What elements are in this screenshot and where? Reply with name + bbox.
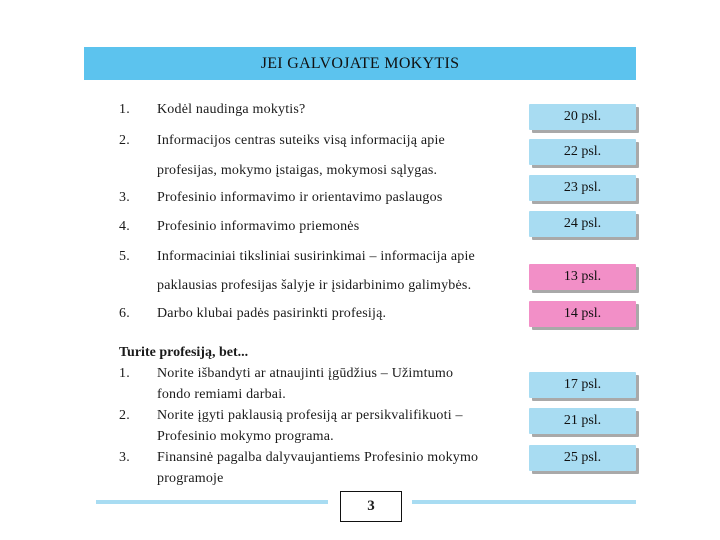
page-badge[interactable]: 24 psl. [529,211,636,237]
list-item-number: 1. [119,366,130,381]
list-item-number: 1. [119,102,130,117]
page-number-label: 3 [367,498,375,514]
list-item-text: Profesinio informavimo ir orientavimo paslaugos [157,190,443,205]
page-badge[interactable]: 23 psl. [529,175,636,201]
section-title: Turite profesiją, bet... [119,345,249,360]
page-badge[interactable]: 25 psl. [529,445,636,471]
page-badge[interactable]: 21 psl. [529,408,636,434]
list-item-text: Norite įgyti paklausią profesiją ar persikvalifikuoti – [157,408,463,423]
page-badge[interactable]: 22 psl. [529,139,636,165]
list-item-number: 3. [119,190,130,205]
list-item-text: Finansinė pagalba dalyvaujantiems Profesinio mokymo [157,450,479,465]
list-item-text: Norite išbandyti ar atnaujinti įgūdžius – Užimtumo [157,366,454,381]
page-badge[interactable]: 13 psl. [529,264,636,290]
list-item-number: 6. [119,306,130,321]
list-item-text: programoje [157,471,224,486]
page-number [340,491,402,522]
list-item-text: Kodėl naudinga mokytis? [157,102,306,117]
list-item-number: 5. [119,249,130,264]
list-item-text: Darbo klubai padės pasirinkti profesiją. [157,306,387,321]
list-item-number: 2. [119,408,130,423]
list-item-text: fondo remiami darbai. [157,387,286,402]
list-item-text: Profesinio mokymo programa. [157,429,334,444]
list-item-text: Profesinio informavimo priemonės [157,219,360,234]
list-item-number: 2. [119,133,130,148]
list-item-number: 3. [119,450,130,465]
footer-divider [96,500,328,504]
list-item-number: 4. [119,219,130,234]
list-item-text: paklausias profesijas šalyje ir įsidarbinimo galimybės. [157,278,472,293]
page-header [84,47,636,80]
page-badge[interactable]: 17 psl. [529,372,636,398]
list-item-text: Informaciniai tiksliniai susirinkimai – informacija apie [157,249,475,264]
page-title: JEI GALVOJATE MOKYTIS [260,54,460,72]
page-badge[interactable]: 20 psl. [529,104,636,130]
list-item-text: Informacijos centras suteiks visą informaciją apie [157,133,445,148]
footer-divider [412,500,636,504]
page-badge[interactable]: 14 psl. [529,301,636,327]
list-item-text: profesijas, mokymo įstaigas, mokymosi sąlygas. [157,163,438,178]
